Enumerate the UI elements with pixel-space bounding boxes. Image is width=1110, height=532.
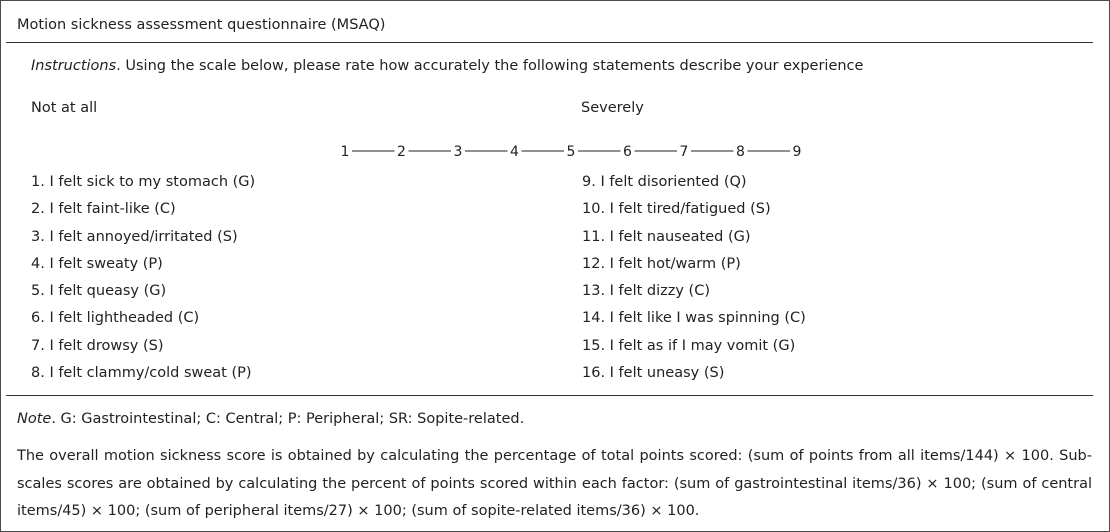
- questionnaire-item: 14. I felt like I was spinning (C): [582, 310, 806, 327]
- questionnaire-item: 6. I felt lightheaded (C): [31, 310, 200, 327]
- table-note: [17, 410, 524, 428]
- scale-point-label: 2: [397, 144, 406, 160]
- scale-right-label: Severely: [581, 100, 644, 116]
- table-title: Motion sickness assessment questionnaire (MSAQ): [17, 17, 386, 33]
- instructions: [31, 57, 863, 75]
- questionnaire-item: 8. I felt clammy/cold sweat (P): [31, 365, 252, 382]
- scale-point-label: 1: [340, 144, 350, 160]
- questionnaire-item: 5. I felt queasy (G): [31, 283, 167, 300]
- title-divider: [6, 42, 1093, 43]
- scale-point-label: 9: [792, 144, 802, 160]
- questionnaire-item: 2. I felt faint-like (C): [31, 201, 176, 218]
- scale-point-label: 7: [679, 144, 689, 160]
- rating-scale: [331, 141, 811, 161]
- scale-point-label: 3: [453, 144, 463, 160]
- scale-point-label: 5: [566, 144, 576, 160]
- scale-point-label: 6: [623, 144, 632, 160]
- questionnaire-item: 15. I felt as if I may vomit (G): [582, 337, 796, 354]
- items-divider: [6, 395, 1093, 396]
- questionnaire-item: 13. I felt dizzy (C): [582, 283, 710, 300]
- scale-point-label: 8: [736, 144, 745, 160]
- items-column-right: [582, 173, 806, 391]
- scoring-paragraph: The overall motion sickness score is obtained by calculating the percentage of total points scored: (sum of points from all items/144) × 100. Sub-scales scores are obtained by calculating the percent of points scored within each factor: (sum of gastrointestinal items/36) × 100; (sum of central items/45) × 100; (sum of peripheral items/27) × 100; (sum of sopite-related items/36) × 100.: [17, 448, 1092, 519]
- questionnaire-item: 12. I felt hot/warm (P): [582, 255, 741, 272]
- instructions-lead: Instructions: [31, 58, 117, 74]
- scale-point-label: 4: [510, 144, 519, 160]
- items-column-left: [31, 173, 255, 391]
- questionnaire-item: 3. I felt annoyed/irritated (S): [31, 228, 238, 245]
- questionnaire-item: 9. I felt disoriented (Q): [582, 174, 747, 190]
- questionnaire-item: 7. I felt drowsy (S): [31, 337, 164, 354]
- questionnaire-item: 1. I felt sick to my stomach (G): [31, 174, 256, 190]
- questionnaire-item: 11. I felt nauseated (G): [582, 228, 751, 245]
- note-lead: Note: [17, 411, 52, 427]
- questionnaire-item: 4. I felt sweaty (P): [31, 255, 163, 272]
- scale-left-label: Not at all: [31, 100, 98, 116]
- instructions-text: . Using the scale below, please rate how accurately the following statements describe your experience: [116, 58, 864, 74]
- questionnaire-item: 16. I felt uneasy (S): [582, 365, 725, 382]
- rating-scale-graphic: [331, 141, 811, 161]
- questionnaire-item: 10. I felt tired/fatigued (S): [582, 201, 771, 218]
- note-text: . G: Gastrointestinal; C: Central; P: Peripheral; SR: Sopite-related.: [51, 411, 525, 427]
